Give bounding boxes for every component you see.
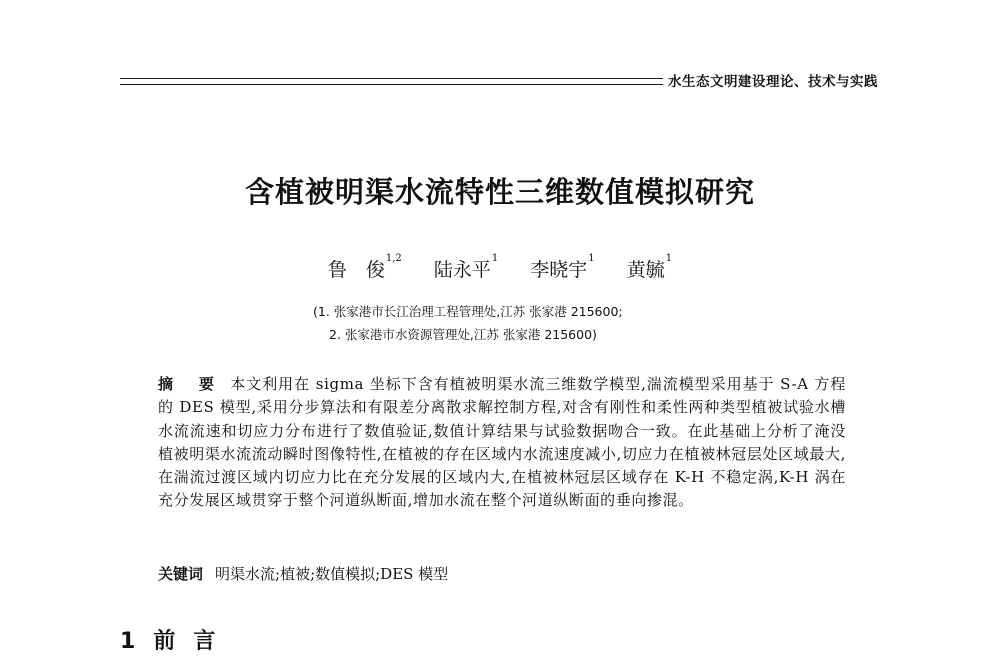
author <box>328 255 402 282</box>
keywords <box>158 563 448 584</box>
author-name: 鲁 俊 <box>327 259 385 281</box>
abstract <box>158 373 846 513</box>
author-name: 陆永平 <box>433 259 491 281</box>
section-title: 前言 <box>153 629 234 654</box>
author-list <box>0 255 1000 282</box>
author <box>627 255 672 282</box>
header-rule <box>120 78 663 85</box>
keywords-label: 关键词 <box>158 565 204 583</box>
author-affiliation-mark: 1,2 <box>385 253 402 264</box>
affiliation-2: 2. 张家港市水资源管理处,江苏 张家港 215600) <box>329 327 597 342</box>
journal-section-title: 水生态文明建设理论、技术与实践 <box>668 74 878 90</box>
abstract-label: 摘 要 <box>158 375 225 393</box>
author-affiliation-mark: 1 <box>491 253 499 264</box>
author <box>530 255 594 282</box>
author <box>434 255 498 282</box>
keywords-text: 明渠水流;植被;数值模拟;DES 模型 <box>215 565 449 583</box>
author-name: 黄毓 <box>626 259 665 281</box>
affiliations <box>313 300 623 346</box>
section-heading <box>120 624 233 655</box>
paper-title: 含植被明渠水流特性三维数值模拟研究 <box>244 175 755 209</box>
author-affiliation-mark: 1 <box>665 253 673 264</box>
affiliation-1: (1. 张家港市长江治理工程管理处,江苏 张家港 215600; <box>313 304 623 319</box>
abstract-text: 本文利用在 sigma 坐标下含有植被明渠水流三维数学模型,湍流模型采用基于 S-A 方程的 DES 模型,采用分步算法和有限差分离散求解控制方程,对含有刚性和柔性两种类型植被试验水槽水流流速和切应力分布进行了数值验证,数值计算结果与试验数据吻合一致。在此基础上分析了淹没植被明渠水流流动瞬时图像特性,在植被的存在区域内水流速度减小,切应力在植被林冠层处区域最大,在湍流过渡区域内切应力比在充分发展的区域内大,在植被林冠层区域存在 K-H 不稳定涡,K-H 涡在充分发展区域贯穿于整个河道纵断面,增加水流在整个河道纵断面的垂向掺混。 <box>158 375 846 510</box>
author-name: 李晓宇 <box>530 259 588 281</box>
author-affiliation-mark: 1 <box>588 253 595 264</box>
section-number: 1 <box>120 629 136 654</box>
